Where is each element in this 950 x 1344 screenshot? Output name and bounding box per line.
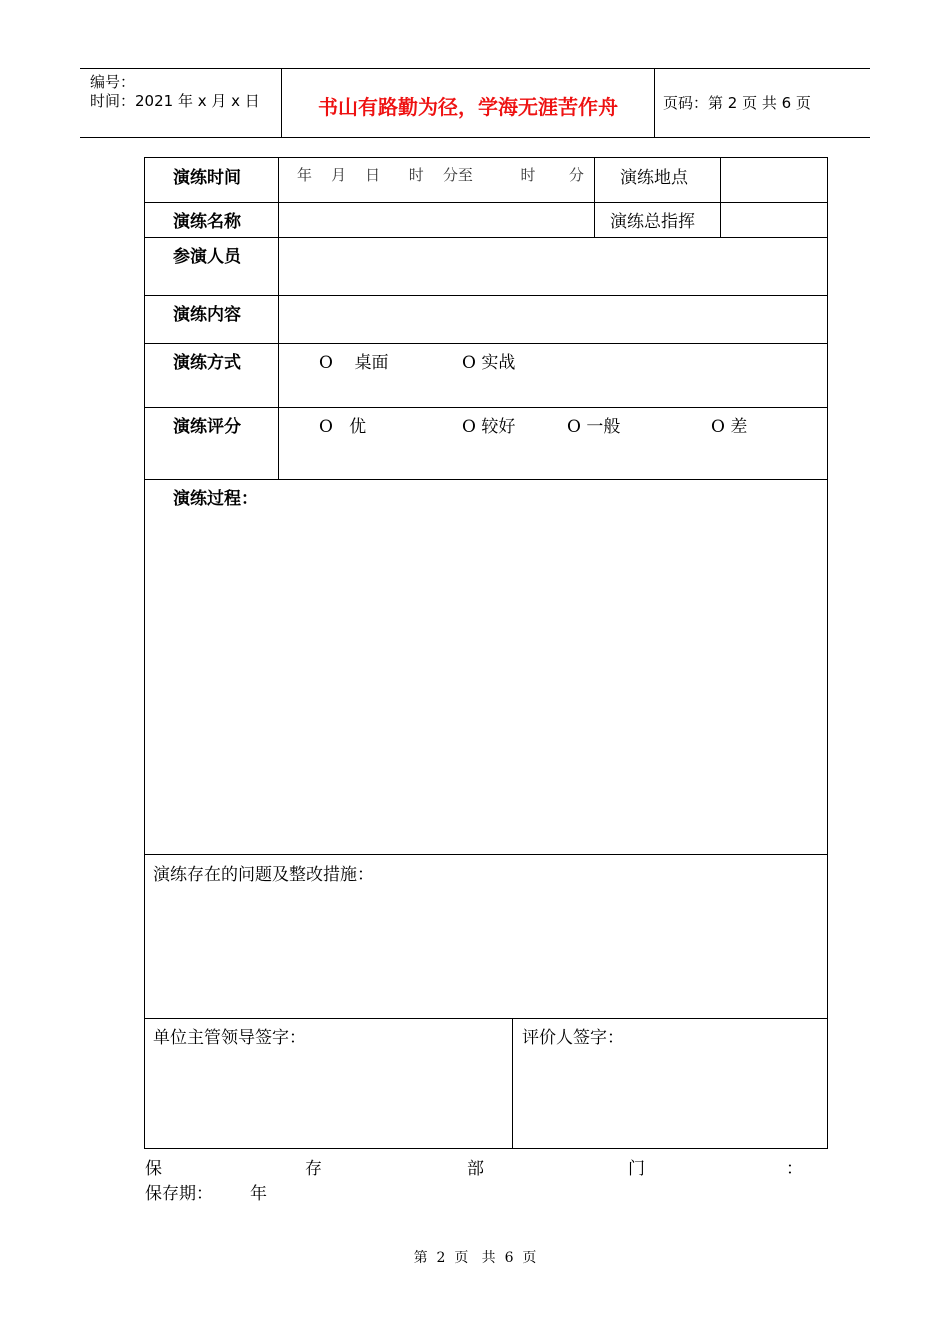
row-divider	[145, 237, 827, 238]
drill-time-field[interactable]: 年 月 日 时 分至 时 分	[297, 166, 584, 184]
process-label: 演练过程：	[173, 489, 258, 509]
page-footer: 第 2 页 共 6 页	[413, 1250, 537, 1266]
leader-signature-field[interactable]	[147, 1048, 509, 1144]
issues-field[interactable]	[147, 886, 825, 1014]
score-option-excellent[interactable]: O 优	[319, 417, 367, 437]
drill-name-field[interactable]	[280, 204, 592, 236]
method-option-live[interactable]: O 实战	[462, 353, 516, 373]
dept-char-4: 门	[628, 1159, 645, 1179]
evaluator-signature-field[interactable]	[516, 1048, 824, 1144]
drill-record-form	[144, 157, 828, 1149]
drill-time-label: 演练时间	[173, 168, 241, 188]
motto: 书山有路勤为径，学海无涯苦作舟	[318, 95, 618, 119]
header-page-cell	[655, 69, 870, 137]
col-divider	[720, 158, 721, 237]
drill-commander-field[interactable]	[722, 204, 826, 236]
drill-commander-label: 演练总指挥	[610, 212, 695, 232]
method-option-tabletop[interactable]: O 桌面	[319, 353, 389, 373]
row-divider	[145, 854, 827, 855]
col-divider	[594, 158, 595, 237]
score-option-average[interactable]: O 一般	[567, 417, 621, 437]
header-motto-cell	[282, 69, 655, 137]
retention-label: 保存期：	[145, 1184, 213, 1204]
row-divider	[145, 407, 827, 408]
row-divider	[145, 1018, 827, 1019]
dept-char-1: 保	[145, 1159, 162, 1179]
content-label: 演练内容	[173, 305, 241, 325]
content-field[interactable]	[280, 297, 826, 342]
time-label: 时间：2021 年 x 月 x 日	[90, 92, 260, 110]
col-divider	[278, 158, 279, 479]
score-option-good[interactable]: O 较好	[462, 417, 516, 437]
method-label: 演练方式	[173, 353, 241, 373]
score-label: 演练评分	[173, 417, 241, 437]
issues-label: 演练存在的问题及整改措施：	[153, 865, 374, 885]
participants-label: 参演人员	[173, 247, 241, 267]
row-divider	[145, 202, 827, 203]
evaluator-sign-label: 评价人签字：	[522, 1028, 624, 1048]
participants-field[interactable]	[280, 239, 826, 294]
number-label: 编号：	[90, 73, 136, 91]
drill-name-label: 演练名称	[173, 212, 241, 232]
dept-char-2: 存	[305, 1159, 322, 1179]
retention-unit: 年	[250, 1184, 267, 1204]
row-divider	[145, 479, 827, 480]
header-meta-cell	[80, 69, 282, 137]
col-divider	[512, 1018, 513, 1148]
score-option-poor[interactable]: O 差	[711, 417, 748, 437]
header-page-info: 页码：第 2 页 共 6 页	[663, 94, 811, 112]
dept-colon: ：	[786, 1159, 803, 1179]
dept-char-3: 部	[467, 1159, 484, 1179]
row-divider	[145, 343, 827, 344]
page-header	[80, 68, 870, 138]
drill-location-field[interactable]	[722, 160, 826, 200]
row-divider	[145, 295, 827, 296]
leader-sign-label: 单位主管领导签字：	[153, 1028, 306, 1048]
process-field[interactable]	[147, 510, 825, 850]
drill-location-label: 演练地点	[620, 168, 688, 188]
